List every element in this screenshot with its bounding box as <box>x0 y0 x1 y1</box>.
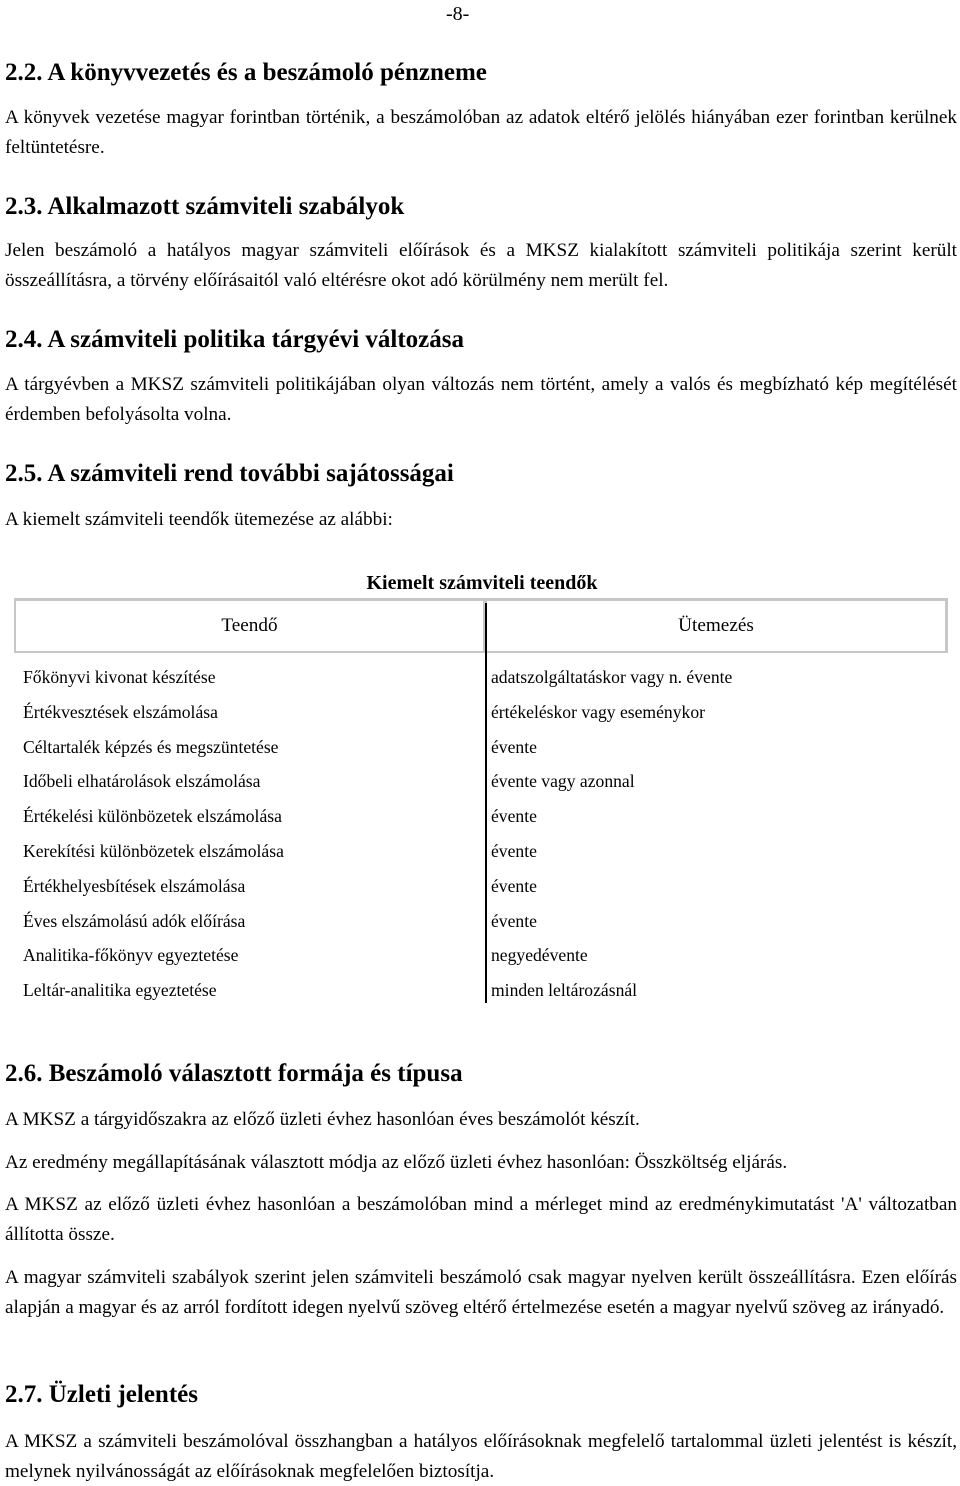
paragraph: A MKSZ a számviteli beszámolóval összhangban a hatályos előírásoknak megfelelő tartalommal üzleti jelentést is készít, melynek nyilvánosságát az előírásoknak megfelelően biztosítja. <box>5 1431 957 1482</box>
schedule-cell: értékeléskor vagy eseménykor <box>491 701 705 722</box>
section-title: A számviteli politika tárgyévi változása <box>47 326 464 353</box>
schedule-cell: évente <box>491 875 537 896</box>
task-cell: Értékhelyesbítések elszámolása <box>23 875 246 896</box>
table-row <box>14 695 948 730</box>
paragraph: A könyvek vezetése magyar forintban történik, a beszámolóban az adatok eltérő jelölés hiányában ezer forintban kerülnek feltüntetésre. <box>5 107 957 158</box>
schedule-cell: adatszolgáltatáskor vagy n. évente <box>491 667 733 687</box>
paragraph: Az eredmény megállapításának választott módja az előző üzleti évhez hasonlóan: Összköltség eljárás. <box>5 1152 788 1173</box>
section-number: 2.2. <box>5 59 43 86</box>
column-header-schedule: Ütemezés <box>485 601 945 651</box>
table-row <box>14 764 948 799</box>
table-row <box>14 660 948 695</box>
paragraph: A kiemelt számviteli teendők ütemezése az alábbi: <box>5 509 393 530</box>
table-row <box>14 834 948 869</box>
section-number: 2.6. <box>5 1060 43 1087</box>
section-title: Beszámoló választott formája és típusa <box>48 1060 463 1087</box>
section-title: A számviteli rend további sajátosságai <box>47 460 454 487</box>
table-row <box>14 869 948 904</box>
paragraph: A magyar számviteli szabályok szerint jelen számviteli beszámoló csak magyar nyelven került összeállításra. Ezen előírás alapján a magyar és az arról fordított idegen nyelvű szöveg eltérő értelmezése esetén a magyar nyelvű szöveg az irányadó. <box>5 1267 957 1318</box>
section-number: 2.7. <box>5 1381 43 1408</box>
table-row <box>14 904 948 939</box>
section-heading-2-3 <box>5 192 404 222</box>
schedule-cell: évente <box>491 910 537 931</box>
paragraph: A MKSZ az előző üzleti évhez hasonlóan a beszámolóban mind a mérleget mind az eredménykimutatást 'A' változatban állította össze. <box>5 1194 957 1245</box>
section-heading-2-5 <box>5 459 454 489</box>
schedule-cell: évente <box>491 736 537 757</box>
table-caption: Kiemelt számviteli teendők <box>366 572 598 594</box>
schedule-cell: évente <box>491 840 537 861</box>
section-title: Üzleti jelentés <box>48 1381 198 1408</box>
schedule-cell: negyedévente <box>491 945 588 966</box>
paragraph: Jelen beszámoló a hatályos magyar számviteli előírások és a MKSZ kialakított számviteli politikája szerint került összeállításra, a törvény előírásaitól való eltérésre okot adó körülmény nem merült fel. <box>5 240 957 291</box>
task-cell: Időbeli elhatárolások elszámolása <box>23 771 261 792</box>
section-heading-2-6 <box>5 1059 463 1089</box>
schedule-cell: évente <box>491 806 537 827</box>
task-cell: Analitika-főkönyv egyeztetése <box>23 945 239 966</box>
task-cell: Leltár-analitika egyeztetése <box>23 980 217 1001</box>
task-cell: Főkönyvi kivonat készítése <box>23 667 216 687</box>
table-row <box>14 938 948 973</box>
task-cell: Értékvesztések elszámolása <box>23 701 218 722</box>
task-cell: Éves elszámolású adók előírása <box>23 910 246 931</box>
section-heading-2-4 <box>5 325 464 355</box>
column-header-task: Teendő <box>14 601 483 651</box>
table-row <box>14 973 948 1008</box>
task-cell: Értékelési különbözetek elszámolása <box>23 806 282 827</box>
section-number: 2.4. <box>5 326 43 353</box>
table-body <box>14 660 948 1008</box>
table-row <box>14 730 948 765</box>
task-cell: Kerekítési különbözetek elszámolása <box>23 840 284 861</box>
section-heading-2-2 <box>5 58 487 88</box>
section-number: 2.3. <box>5 193 43 220</box>
section-title: A könyvvezetés és a beszámoló pénzneme <box>47 59 487 86</box>
page-number: -8- <box>446 3 470 25</box>
table-header <box>14 598 948 653</box>
paragraph: A tárgyévben a MKSZ számviteli politikájában olyan változás nem történt, amely a valós és megbízható kép megítélését érdemben befolyásolta volna. <box>5 374 957 425</box>
section-heading-2-7 <box>5 1380 198 1410</box>
table-row <box>14 799 948 834</box>
section-title: Alkalmazott számviteli szabályok <box>47 193 405 220</box>
schedule-cell: évente vagy azonnal <box>491 771 635 792</box>
paragraph: A MKSZ a tárgyidőszakra az előző üzleti évhez hasonlóan éves beszámolót készít. <box>5 1109 640 1130</box>
schedule-cell: minden leltározásnál <box>491 980 638 1001</box>
task-cell: Céltartalék képzés és megszüntetése <box>23 736 279 757</box>
section-number: 2.5. <box>5 460 43 487</box>
